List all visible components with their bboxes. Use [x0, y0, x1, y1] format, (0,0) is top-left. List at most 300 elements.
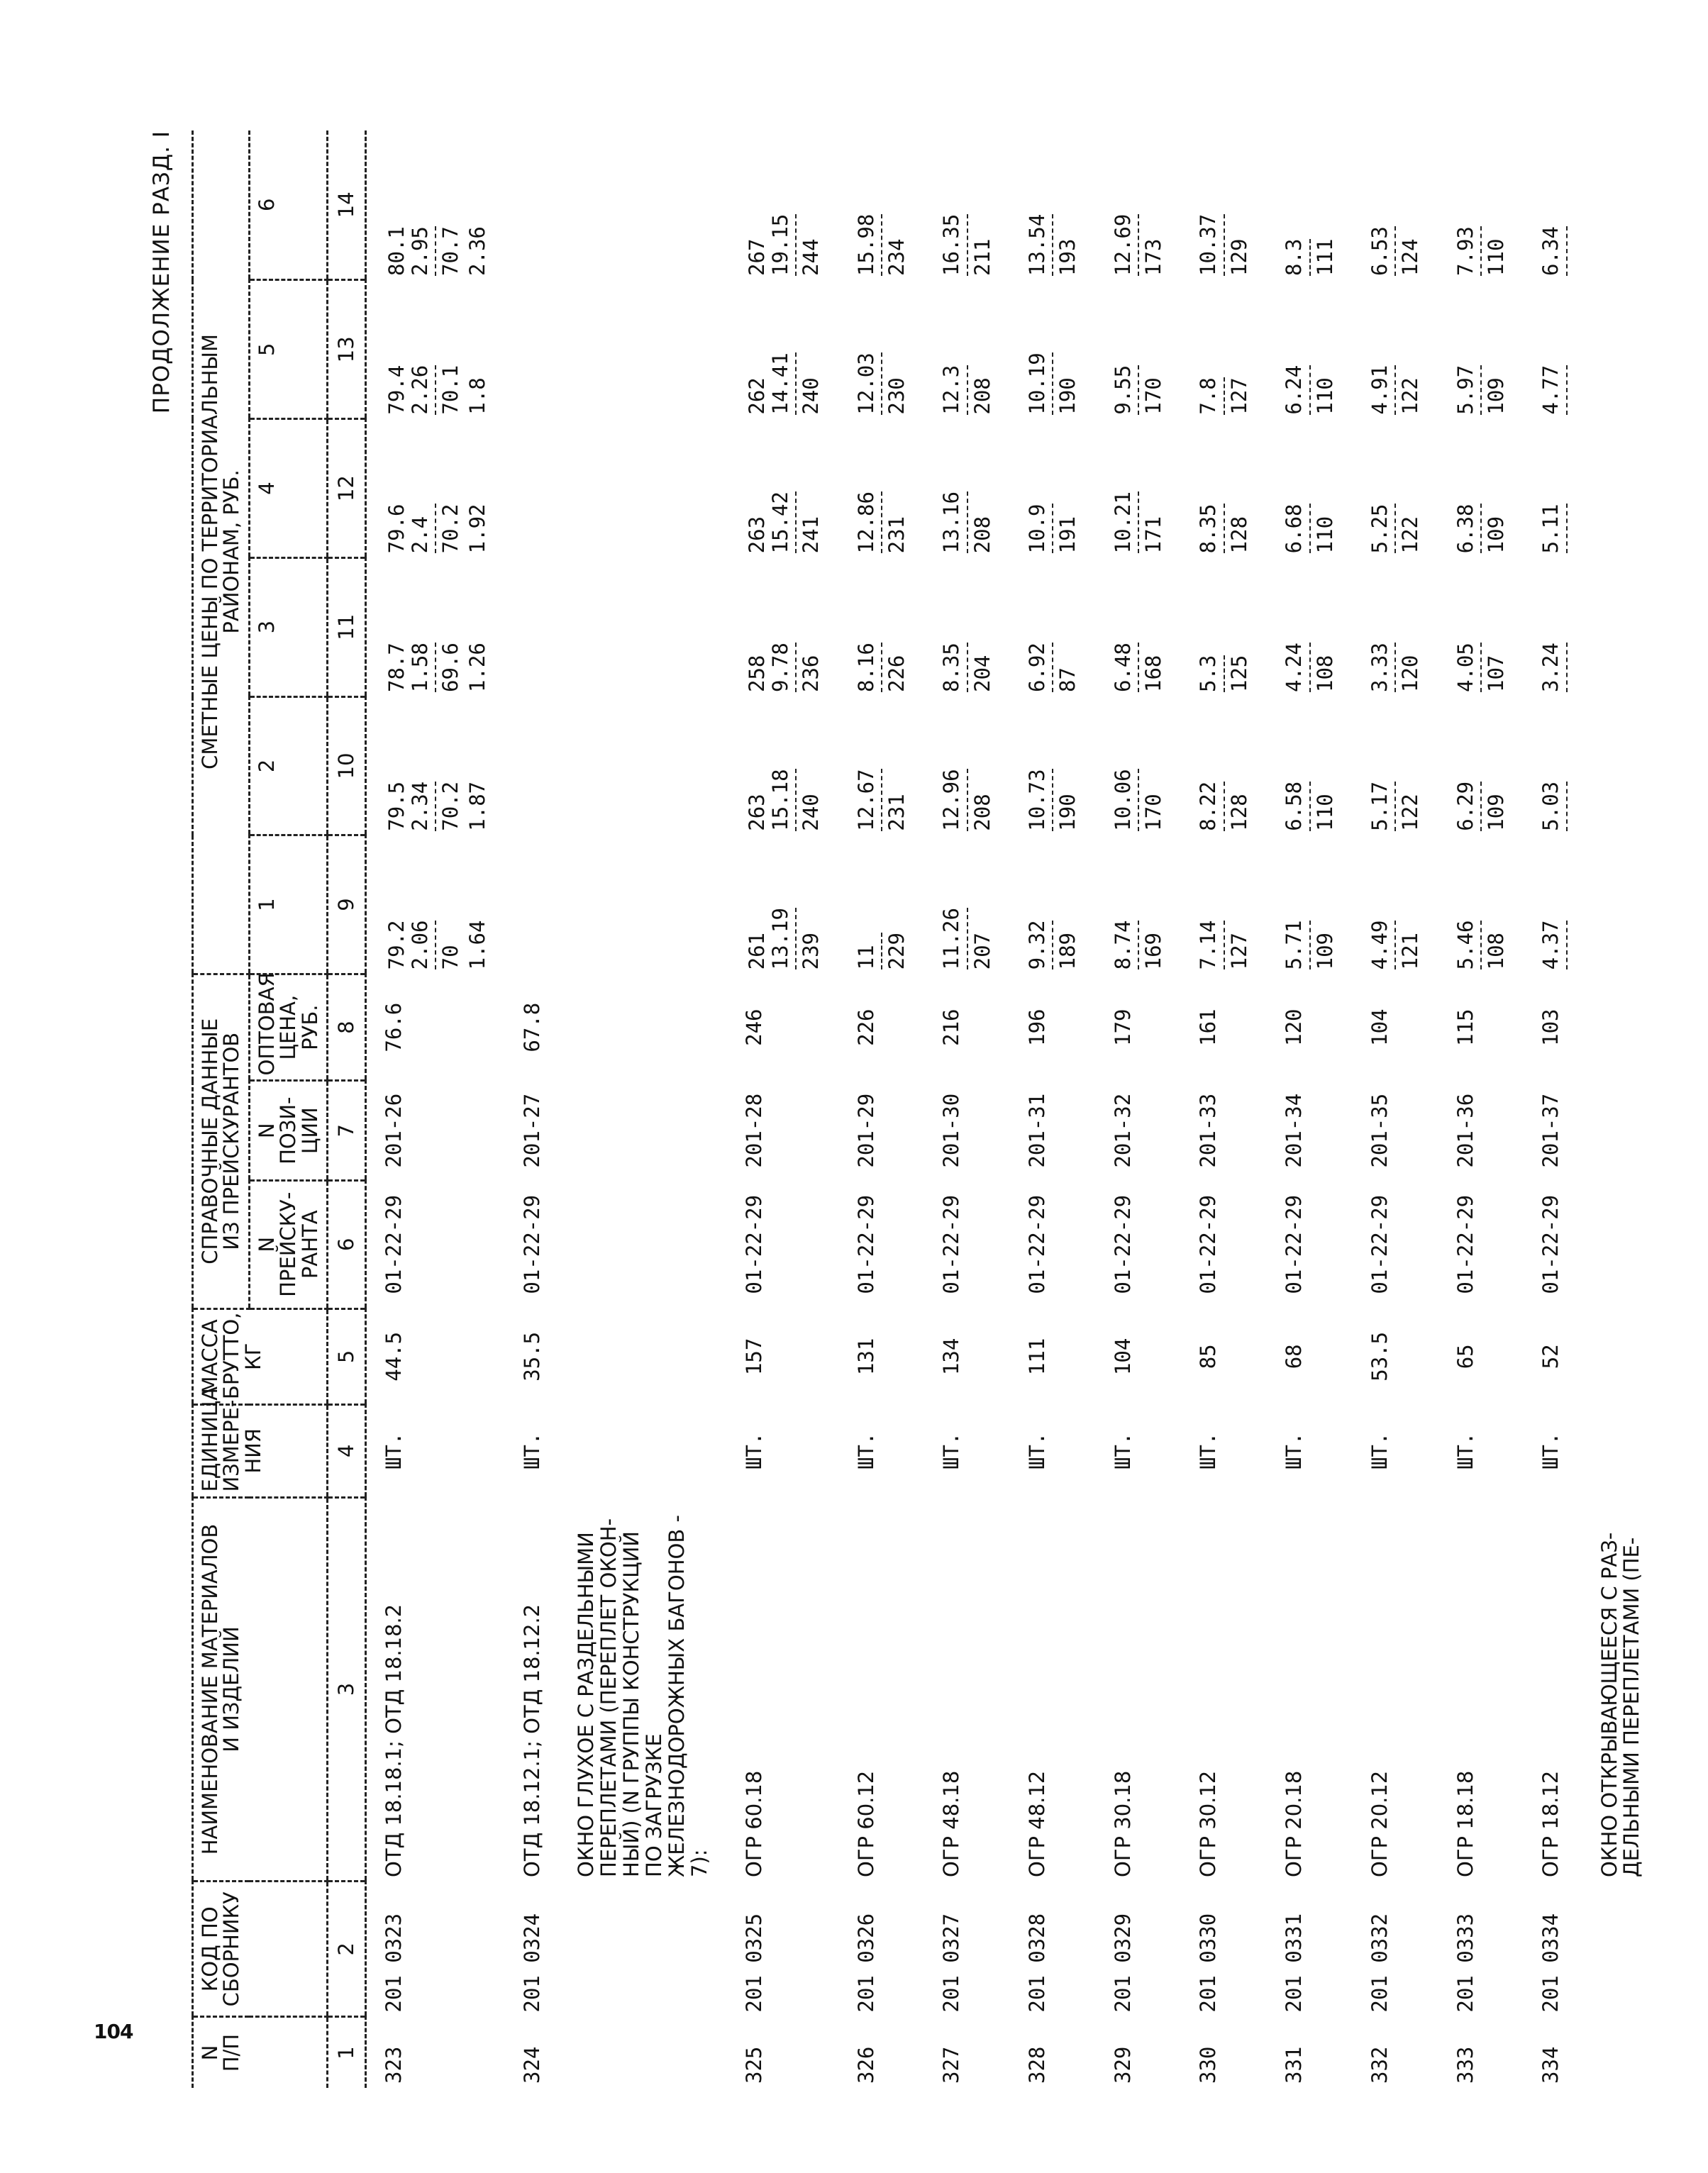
cell-position: 201-33: [1196, 1093, 1221, 1168]
cell-empty: [1583, 280, 1660, 419]
price-extra: 1.92: [465, 504, 489, 554]
cell-price-region: [365, 696, 505, 835]
price-base: 239: [799, 933, 824, 970]
cell-price-region: [1267, 835, 1353, 974]
price-fraction: [1026, 214, 1080, 276]
cell-price-region: [1181, 130, 1267, 280]
section-row: [560, 130, 726, 2088]
table-row: [1010, 130, 1096, 2088]
table-row: [1524, 130, 1582, 2088]
cell-price-region: [1438, 280, 1524, 419]
price-transport: 3.33: [1368, 643, 1396, 692]
section-title: ОКНО ОТКРЫВАЮЩЕЕСЯ С РАЗ-ДЕЛЬНЫМИ ПЕРЕПЛЕТАМИ (ПЕ-: [1597, 1532, 1644, 1877]
cell-price-region: [1010, 557, 1096, 696]
price-transport: 12.96: [940, 769, 967, 830]
price-extra: 1.87: [465, 781, 489, 831]
price-transport: 7.93: [1454, 226, 1482, 276]
cell-code: 201 0333: [1453, 1913, 1477, 2013]
price-fraction: [855, 352, 909, 414]
cell-empty: [560, 280, 726, 419]
cell-price-region: [505, 557, 560, 696]
header-region: 5: [249, 280, 327, 419]
cell-price-region: [365, 130, 505, 280]
price-fraction: [1282, 643, 1337, 692]
price-base: 107: [1483, 655, 1508, 693]
cell-price-region: [1267, 557, 1353, 696]
cell-price-region: [1267, 696, 1353, 835]
price-base: 229: [884, 933, 909, 970]
cell-name: ОГР 30.12: [1196, 1770, 1221, 1877]
price-fraction: [940, 643, 994, 692]
cell-number: 325: [741, 2046, 766, 2084]
price-transport: 13.16: [940, 491, 967, 553]
cell-pricelist: 01-22-29: [1282, 1194, 1307, 1294]
price-base: 109: [1312, 933, 1337, 970]
price-base: 109: [1483, 516, 1508, 554]
header-region: 1: [249, 835, 327, 974]
price-fraction: [1026, 504, 1080, 553]
price-fraction: [1368, 365, 1423, 415]
price-total: 79.2: [384, 920, 409, 970]
cell-pricelist: 01-22-29: [741, 1194, 766, 1294]
cell-price-region: [1181, 280, 1267, 419]
cell-position: 201-29: [853, 1093, 878, 1168]
cell-wholesale: 179: [1110, 1008, 1135, 1046]
price-fraction: [940, 908, 994, 969]
cell-code: 201 0327: [939, 1913, 964, 2013]
price-base: 236: [799, 655, 824, 693]
header-region: 4: [249, 419, 327, 558]
price-base: 70.2: [438, 781, 463, 831]
price-transport: 10.06: [1111, 769, 1139, 830]
cell-price-region: [1438, 557, 1524, 696]
cell-wholesale: 120: [1282, 1008, 1307, 1046]
cell-unit: ШТ.: [1367, 1432, 1392, 1469]
cell-number: 328: [1025, 2046, 1050, 2084]
price-transport: 6.38: [1454, 504, 1482, 553]
price-base: 124: [1398, 238, 1423, 276]
price-base: 109: [1483, 377, 1508, 415]
price-fraction: [1026, 352, 1080, 414]
cell-price-region: [505, 419, 560, 558]
cell-mass: 65: [1453, 1344, 1477, 1369]
column-number: 10: [328, 696, 365, 835]
column-number: 14: [328, 130, 365, 280]
cell-empty: [1583, 835, 1660, 974]
cell-pricelist: 01-22-29: [520, 1194, 544, 1294]
price-base: 122: [1398, 377, 1423, 415]
cell-price-region: [1010, 419, 1096, 558]
cell-name: ОГР 18.12: [1538, 1770, 1563, 1877]
cell-pricelist: 01-22-29: [853, 1194, 878, 1294]
price-base: 110: [1312, 516, 1337, 554]
price-transport: 8.22: [1197, 782, 1224, 831]
cell-empty: [560, 1180, 726, 1308]
header-region: 6: [249, 130, 327, 280]
cell-pricelist: 01-22-29: [1196, 1194, 1221, 1294]
price-base: 70.1: [438, 365, 463, 415]
table-row: [365, 130, 505, 2088]
price-transport: 5.17: [1368, 782, 1396, 831]
cell-price-region: [1096, 419, 1182, 558]
cell-position: 201-31: [1025, 1093, 1050, 1168]
price-fraction: [1111, 365, 1166, 415]
price-extra: 2.36: [465, 226, 489, 276]
price-fraction: [1454, 921, 1509, 970]
price-transport: 2.95: [409, 226, 436, 276]
header-position: N ПОЗИ- ЦИИ: [249, 1081, 327, 1181]
price-fraction: [382, 365, 489, 415]
price-transport: 6.24: [1282, 365, 1310, 415]
price-transport: 4.37: [1539, 921, 1567, 970]
cell-code: 201 0325: [741, 1913, 766, 2013]
price-fraction: [1539, 365, 1567, 415]
cell-name: ОГР 48.18: [939, 1770, 964, 1877]
price-fraction: [855, 769, 909, 830]
price-fraction: [1282, 782, 1337, 831]
cell-mass: 131: [853, 1338, 878, 1376]
price-table: [192, 130, 1659, 2088]
price-fraction: [1282, 504, 1337, 553]
cell-price-region: [1524, 280, 1582, 419]
price-base: 170: [1141, 794, 1166, 831]
cell-position: 201-34: [1282, 1093, 1307, 1168]
cell-price-region: [365, 419, 505, 558]
cell-number: 324: [520, 2046, 544, 2084]
price-transport: 15.42: [769, 491, 797, 553]
cell-number: 329: [1110, 2046, 1135, 2084]
cell-code: 201 0331: [1282, 1913, 1307, 2013]
cell-price-region: [924, 130, 1010, 280]
cell-price-region: [924, 696, 1010, 835]
price-base: 190: [1055, 377, 1080, 415]
price-fraction: [743, 352, 824, 414]
cell-price-region: [1438, 419, 1524, 558]
price-base: 128: [1226, 794, 1251, 831]
price-base: 110: [1483, 238, 1508, 276]
price-base: 111: [1312, 238, 1337, 276]
price-transport: 5.25: [1368, 504, 1396, 553]
price-fraction: [1197, 782, 1251, 831]
cell-price-region: [924, 557, 1010, 696]
cell-price-region: [1353, 835, 1438, 974]
cell-position: 201-26: [381, 1093, 406, 1168]
cell-price-region: [365, 835, 505, 974]
price-fraction: [1111, 214, 1166, 276]
table-row: [1096, 130, 1182, 2088]
cell-empty: [1583, 1405, 1660, 1497]
cell-position: 201-28: [741, 1093, 766, 1168]
cell-price-region: [1096, 280, 1182, 419]
price-base: 122: [1398, 516, 1423, 554]
table-row: [505, 130, 560, 2088]
cell-price-region: [839, 419, 925, 558]
header-region: 2: [249, 696, 327, 835]
price-base: 87: [1055, 667, 1080, 693]
price-transport: 8.3: [1282, 239, 1310, 276]
price-fraction: [1368, 643, 1423, 692]
column-number: 13: [328, 280, 365, 419]
column-number: 5: [328, 1308, 365, 1404]
price-transport: 5.3: [1197, 655, 1224, 692]
price-fraction: [382, 226, 489, 276]
price-fraction: [1539, 643, 1567, 692]
cell-price-region: [505, 280, 560, 419]
price-fraction: [1111, 769, 1166, 830]
header-wholesale: ОПТОВАЯ ЦЕНА, РУБ.: [249, 974, 327, 1081]
cell-unit: ШТ.: [939, 1432, 964, 1469]
price-transport: 6.48: [1111, 643, 1139, 692]
cell-price-region: [1010, 280, 1096, 419]
price-base: 244: [799, 238, 824, 276]
cell-code: 201 0323: [381, 1913, 406, 2013]
price-total: 78.7: [384, 643, 409, 693]
price-transport: 10.37: [1197, 214, 1224, 276]
price-fraction: [1539, 782, 1567, 831]
cell-wholesale: 103: [1538, 1008, 1563, 1046]
price-transport: 10.19: [1026, 352, 1053, 414]
cell-price-region: [839, 557, 925, 696]
header-reference-group: СПРАВОЧНЫЕ ДАННЫЕ ИЗ ПРЕЙСКУРАНТОВ: [193, 974, 250, 1308]
price-total: 258: [744, 655, 769, 693]
cell-number: 334: [1538, 2046, 1563, 2084]
price-transport: 2.4: [409, 504, 436, 553]
price-transport: 5.03: [1539, 782, 1567, 831]
cell-price-region: [1524, 130, 1582, 280]
price-fraction: [1026, 643, 1080, 692]
price-transport: 13.19: [769, 908, 797, 969]
cell-code: 201 0326: [853, 1913, 878, 2013]
cell-number: 333: [1453, 2046, 1477, 2084]
price-transport: 6.29: [1454, 782, 1482, 831]
price-base: 189: [1055, 933, 1080, 970]
cell-name: ОГР 60.18: [741, 1770, 766, 1877]
price-transport: 8.74: [1111, 921, 1139, 970]
price-base: 122: [1398, 794, 1423, 831]
price-transport: 6.92: [1026, 643, 1053, 692]
cell-name: ОТД 18.18.1; ОТД 18.18.2: [381, 1604, 406, 1877]
price-base: 127: [1226, 377, 1251, 415]
price-fraction: [1197, 921, 1251, 970]
price-transport: 5.11: [1539, 504, 1567, 553]
price-base: 70: [438, 945, 463, 970]
price-base: 109: [1483, 794, 1508, 831]
column-number-row: [328, 130, 365, 2088]
column-number: 2: [328, 1882, 365, 2017]
price-transport: 10.9: [1026, 504, 1053, 553]
table-row: [1267, 130, 1353, 2088]
page-number: 104: [94, 2020, 133, 2043]
cell-wholesale: 67.8: [520, 1002, 544, 1052]
cell-pricelist: 01-22-29: [1453, 1194, 1477, 1294]
header-mass: МАССА БРУТТО, КГ: [193, 1308, 328, 1404]
cell-code: 201 0324: [520, 1913, 544, 2013]
cell-mass: 53.5: [1367, 1331, 1392, 1382]
cell-price-region: [1267, 419, 1353, 558]
price-fraction: [1026, 921, 1080, 970]
price-base: 125: [1226, 655, 1251, 693]
price-fraction: [743, 769, 824, 830]
cell-price-region: [727, 130, 839, 280]
price-transport: 1.58: [409, 643, 436, 692]
cell-price-region: [727, 557, 839, 696]
price-total: 267: [744, 238, 769, 276]
cell-wholesale: 246: [741, 1008, 766, 1046]
cell-price-region: [1181, 835, 1267, 974]
cell-wholesale: 226: [853, 1008, 878, 1046]
price-transport: 3.24: [1539, 643, 1567, 692]
price-base: 121: [1398, 933, 1423, 970]
cell-code: 201 0330: [1196, 1913, 1221, 2013]
table-row: [924, 130, 1010, 2088]
price-transport: 6.53: [1368, 226, 1396, 276]
cell-position: 201-27: [520, 1093, 544, 1168]
cell-name: ОТД 18.12.1; ОТД 18.12.2: [520, 1604, 544, 1877]
cell-price-region: [1353, 280, 1438, 419]
price-transport: 6.68: [1282, 504, 1310, 553]
price-total: 262: [744, 377, 769, 415]
price-transport: 11: [855, 933, 882, 969]
cell-price-region: [839, 130, 925, 280]
cell-number: 327: [939, 2046, 964, 2084]
column-number: 4: [328, 1405, 365, 1497]
cell-number: 332: [1367, 2046, 1392, 2084]
cell-unit: ШТ.: [381, 1432, 406, 1469]
cell-position: 201-30: [939, 1093, 964, 1168]
cell-unit: ШТ.: [1538, 1432, 1563, 1469]
cell-code: 201 0329: [1110, 1913, 1135, 2013]
price-fraction: [1454, 365, 1509, 415]
price-base: 170: [1141, 377, 1166, 415]
cell-pricelist: 01-22-29: [939, 1194, 964, 1294]
price-base: 70.2: [438, 504, 463, 554]
price-transport: 12.86: [855, 491, 882, 553]
cell-unit: ШТ.: [853, 1432, 878, 1469]
price-fraction: [855, 933, 909, 969]
price-fraction: [382, 504, 489, 553]
price-transport: 5.46: [1454, 921, 1482, 970]
cell-unit: ШТ.: [1196, 1432, 1221, 1469]
price-base: 211: [970, 238, 994, 276]
table-row: [1353, 130, 1438, 2088]
price-fraction: [1197, 655, 1251, 692]
header-unit: ЕДИНИЦА ИЗМЕРЕ- НИЯ: [193, 1405, 328, 1497]
price-transport: 6.58: [1282, 782, 1310, 831]
cell-mass: 134: [939, 1338, 964, 1376]
column-number: 8: [328, 974, 365, 1081]
price-transport: 16.35: [940, 214, 967, 276]
cell-price-region: [505, 835, 560, 974]
cell-empty: [1583, 974, 1660, 1081]
price-fraction: [855, 643, 909, 692]
header-pricelist: N ПРЕЙСКУ- РАНТА: [249, 1180, 327, 1308]
cell-price-region: [1096, 130, 1182, 280]
price-base: 110: [1312, 377, 1337, 415]
price-base: 204: [970, 655, 994, 693]
price-fraction: [1026, 769, 1080, 830]
price-base: 190: [1055, 794, 1080, 831]
cell-number: 330: [1196, 2046, 1221, 2084]
price-fraction: [1197, 214, 1251, 276]
price-base: 191: [1055, 516, 1080, 554]
cell-mass: 85: [1196, 1344, 1221, 1369]
price-extra: 1.64: [465, 920, 489, 970]
cell-price-region: [365, 557, 505, 696]
price-total: 261: [744, 933, 769, 970]
cell-empty: [1583, 1081, 1660, 1181]
price-base: 108: [1483, 933, 1508, 970]
price-base: 231: [884, 516, 909, 554]
price-transport: 15.18: [769, 769, 797, 830]
price-transport: 4.77: [1539, 365, 1567, 415]
price-fraction: [855, 491, 909, 553]
section-row: [1583, 130, 1660, 2088]
cell-wholesale: 216: [939, 1008, 964, 1046]
cell-price-region: [1524, 419, 1582, 558]
price-base: 110: [1312, 794, 1337, 831]
price-transport: 10.21: [1111, 491, 1139, 553]
cell-unit: ШТ.: [1282, 1432, 1307, 1469]
price-fraction: [743, 908, 824, 969]
table-row: [1438, 130, 1524, 2088]
price-transport: 19.15: [769, 214, 797, 276]
cell-position: 201-36: [1453, 1093, 1477, 1168]
price-transport: 2.06: [409, 921, 436, 970]
cell-mass: 157: [741, 1338, 766, 1376]
cell-empty: [560, 1882, 726, 2017]
cell-name: ОГР 20.12: [1367, 1770, 1392, 1877]
price-base: 231: [884, 794, 909, 831]
column-number: 9: [328, 835, 365, 974]
price-fraction: [1111, 643, 1166, 692]
cell-pricelist: 01-22-29: [1367, 1194, 1392, 1294]
cell-empty: [560, 2017, 726, 2088]
cell-price-region: [727, 835, 839, 974]
price-fraction: [743, 491, 824, 553]
price-base: 208: [970, 794, 994, 831]
price-base: 127: [1226, 933, 1251, 970]
price-transport: 7.14: [1197, 921, 1224, 970]
cell-empty: [1583, 2017, 1660, 2088]
price-base: 169: [1141, 933, 1166, 970]
cell-code: 201 0334: [1538, 1913, 1563, 2013]
price-transport: 11.26: [940, 908, 967, 969]
column-number: 7: [328, 1081, 365, 1181]
cell-wholesale: 115: [1453, 1008, 1477, 1046]
cell-pricelist: 01-22-29: [1025, 1194, 1050, 1294]
cell-unit: ШТ.: [520, 1432, 544, 1469]
price-transport: 14.41: [769, 352, 797, 414]
price-transport: 12.3: [940, 365, 967, 415]
price-transport: 2.26: [409, 365, 436, 415]
price-fraction: [382, 921, 489, 970]
cell-price-region: [1096, 557, 1182, 696]
price-fraction: [382, 782, 489, 831]
price-transport: 12.69: [1111, 214, 1139, 276]
cell-number: 323: [381, 2046, 406, 2084]
cell-price-region: [839, 696, 925, 835]
price-fraction: [1282, 239, 1337, 276]
cell-price-region: [1010, 130, 1096, 280]
price-transport: 13.54: [1026, 214, 1053, 276]
price-transport: 4.24: [1282, 643, 1310, 692]
price-transport: 4.49: [1368, 921, 1396, 970]
cell-name: ОГР 60.12: [853, 1770, 878, 1877]
price-total: 79.4: [384, 365, 409, 415]
cell-position: 201-35: [1367, 1093, 1392, 1168]
cell-pricelist: 01-22-29: [381, 1194, 406, 1294]
price-transport: 5.71: [1282, 921, 1310, 970]
